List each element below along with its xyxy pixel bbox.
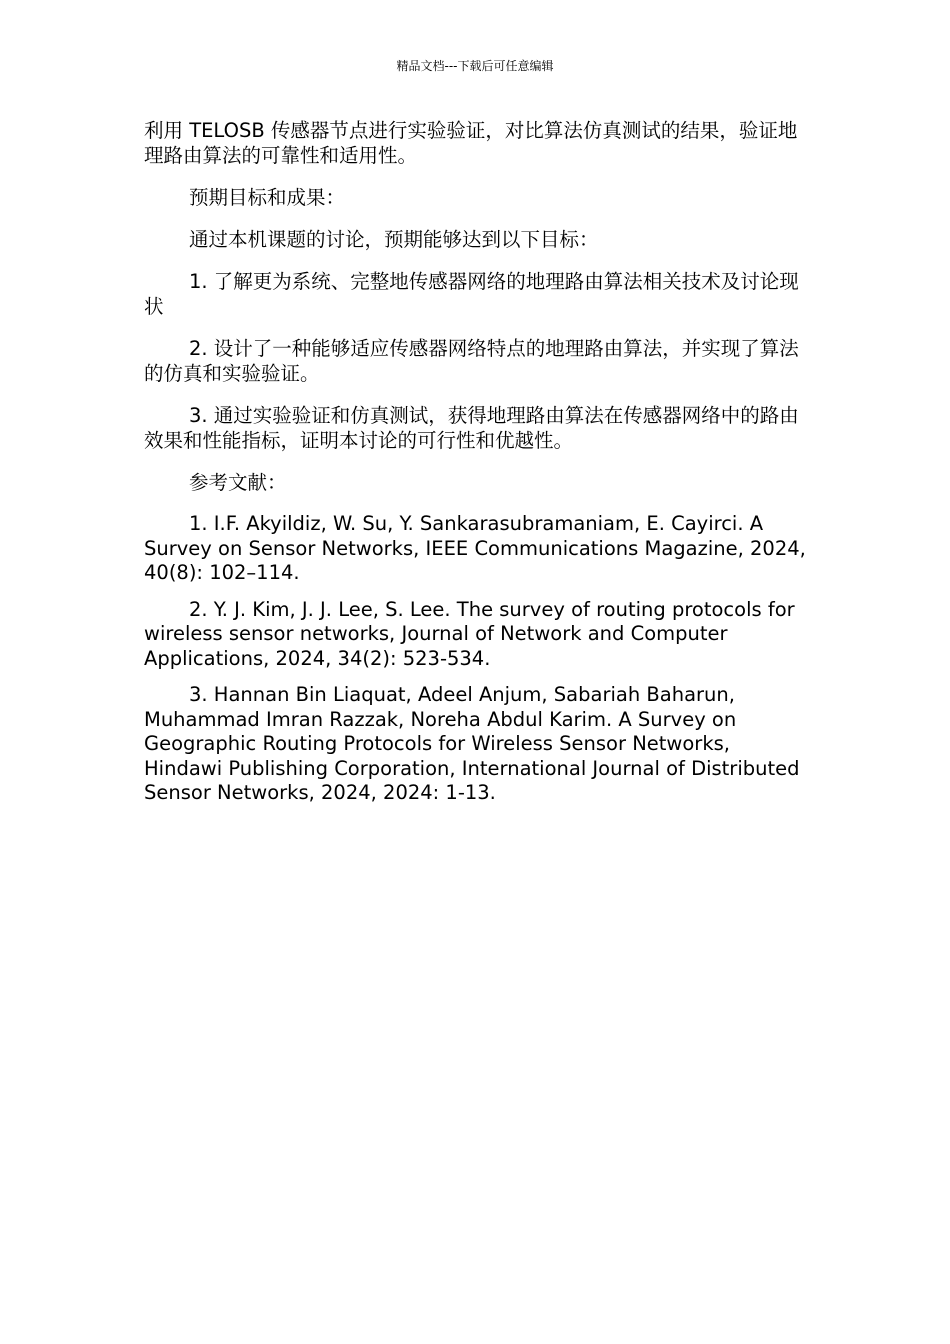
reference-item-2: 2. Y. J. Kim, J. J. Lee, S. Lee. The survey of routing protocols for wireless sensor networks, Journal of Network and Computer Applications, 2024, 34(2): 523-534. (144, 597, 795, 670)
reference-item-3: 3. Hannan Bin Liaquat, Adeel Anjum, Sabariah Baharun, Muhammad Imran Razzak, Noreha Abdul Karim. A Survey on Geographic Routing Protocols for Wireless Sensor Networks, Hindawi Publishing Corporation, International Journal of Distributed Sensor Networks, 2024, 2024: 1-13. (144, 683, 800, 804)
paragraph-goals-intro: 通过本机课题的讨论，预期能够达到以下目标： (189, 228, 599, 251)
heading-references: 参考文献： (189, 471, 287, 494)
goal-item-1: 1. 了解更为系统、完整地传感器网络的地理路由算法相关技术及讨论现状 (144, 270, 799, 318)
heading-expected-goals: 预期目标和成果： (189, 186, 346, 209)
goal-item-2: 2. 设计了一种能够适应传感器网络特点的地理路由算法，并实现了算法的仿真和实验验证。 (144, 337, 799, 385)
document-body (144, 118, 806, 818)
paragraph-experiment: 利用 TELOSB 传感器节点进行实验验证，对比算法仿真测试的结果，验证地理路由算法的可靠性和适用性。 (144, 119, 798, 167)
reference-item-1: 1. I.F. Akyildiz, W. Su, Y. Sankarasubramaniam, E. Cayirci. A Survey on Sensor Networks, IEEE Communications Magazine, 2024, 40(8): 102–114. (144, 512, 806, 584)
goal-item-3: 3. 通过实验验证和仿真测试，获得地理路由算法在传感器网络中的路由效果和性能指标，证明本讨论的可行性和优越性。 (144, 404, 799, 452)
page-header: 精品文档---下载后可任意编辑 (396, 59, 554, 73)
